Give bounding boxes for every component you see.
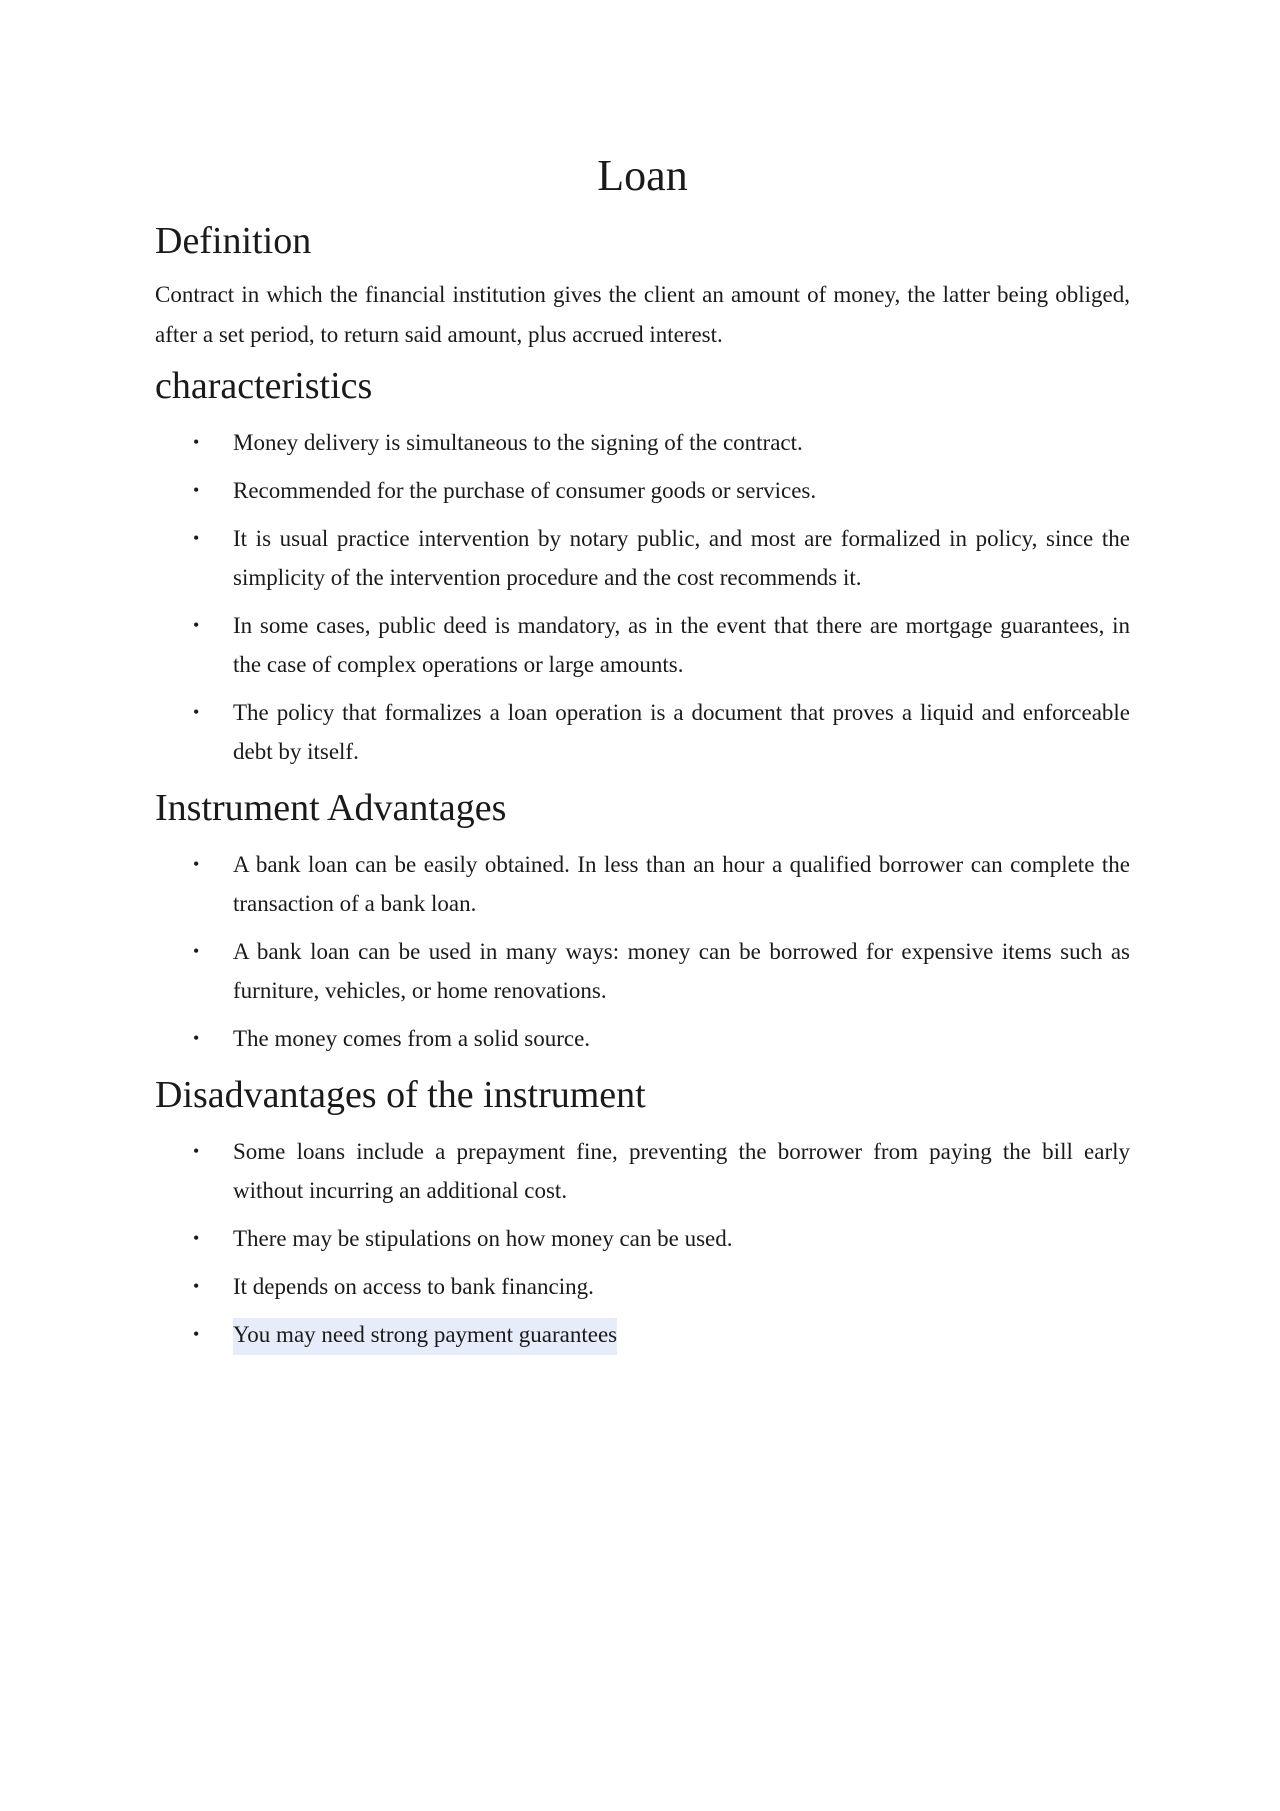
list-item [155,1219,1130,1258]
list-item-text: The policy that formalizes a loan operation is a document that proves a liquid and enforceable debt by itself. [233,700,1130,764]
list-item [155,845,1130,923]
disadvantages-list [155,1132,1130,1354]
list-item-text: Money delivery is simultaneous to the signing of the contract. [233,430,803,455]
list-item-text: It is usual practice intervention by notary public, and most are formalized in policy, since the simplicity of the intervention procedure and the cost recommends it. [233,526,1130,590]
list-item-text: In some cases, public deed is mandatory, as in the event that there are mortgage guarantees, in the case of complex operations or large amounts. [233,613,1130,677]
bullet-icon: • [193,1324,200,1344]
bullet-icon: • [193,941,200,961]
list-item [155,519,1130,597]
bullet-icon: • [193,1141,200,1161]
list-item-text: The money comes from a solid source. [233,1026,591,1051]
list-item-text: A bank loan can be easily obtained. In less than an hour a qualified borrower can complete the transaction of a bank loan. [233,852,1130,916]
list-item-text: Some loans include a prepayment fine, preventing the borrower from paying the bill early without incurring an additional cost. [233,1139,1130,1203]
bullet-icon: • [193,480,200,500]
list-item [155,1132,1130,1210]
heading-disadvantages: Disadvantages of the instrument [155,1074,646,1116]
heading-characteristics: characteristics [155,365,373,407]
definition-paragraph: Contract in which the financial institution gives the client an amount of money, the latter being obliged, after a set period, to return said amount, plus accrued interest. [155,282,1130,347]
list-item [155,1267,1130,1306]
selected-text[interactable]: You may need strong payment guarantees [233,1318,617,1355]
advantages-list [155,845,1130,1058]
heading-definition: Definition [155,220,312,262]
bullet-icon: • [193,1276,200,1296]
list-item [155,423,1130,462]
heading-advantages: Instrument Advantages [155,787,507,829]
bullet-icon: • [193,854,200,874]
bullet-icon: • [193,528,200,548]
document-title: Loan [597,151,688,200]
bullet-icon: • [193,702,200,722]
bullet-icon: • [193,615,200,635]
list-item [155,1315,1130,1354]
bullet-icon: • [193,1028,200,1048]
list-item-text: There may be stipulations on how money can be used. [233,1226,733,1251]
list-item-text: Recommended for the purchase of consumer goods or services. [233,478,817,503]
list-item [155,693,1130,771]
list-item-text: A bank loan can be used in many ways: money can be borrowed for expensive items such as furniture, vehicles, or home renovations. [233,939,1130,1003]
document-page [155,146,1130,1366]
list-item [155,932,1130,1010]
list-item [155,1019,1130,1058]
list-item-text: It depends on access to bank financing. [233,1274,594,1299]
bullet-icon: • [193,432,200,452]
bullet-icon: • [193,1228,200,1248]
list-item [155,471,1130,510]
list-item [155,606,1130,684]
characteristics-list [155,423,1130,771]
